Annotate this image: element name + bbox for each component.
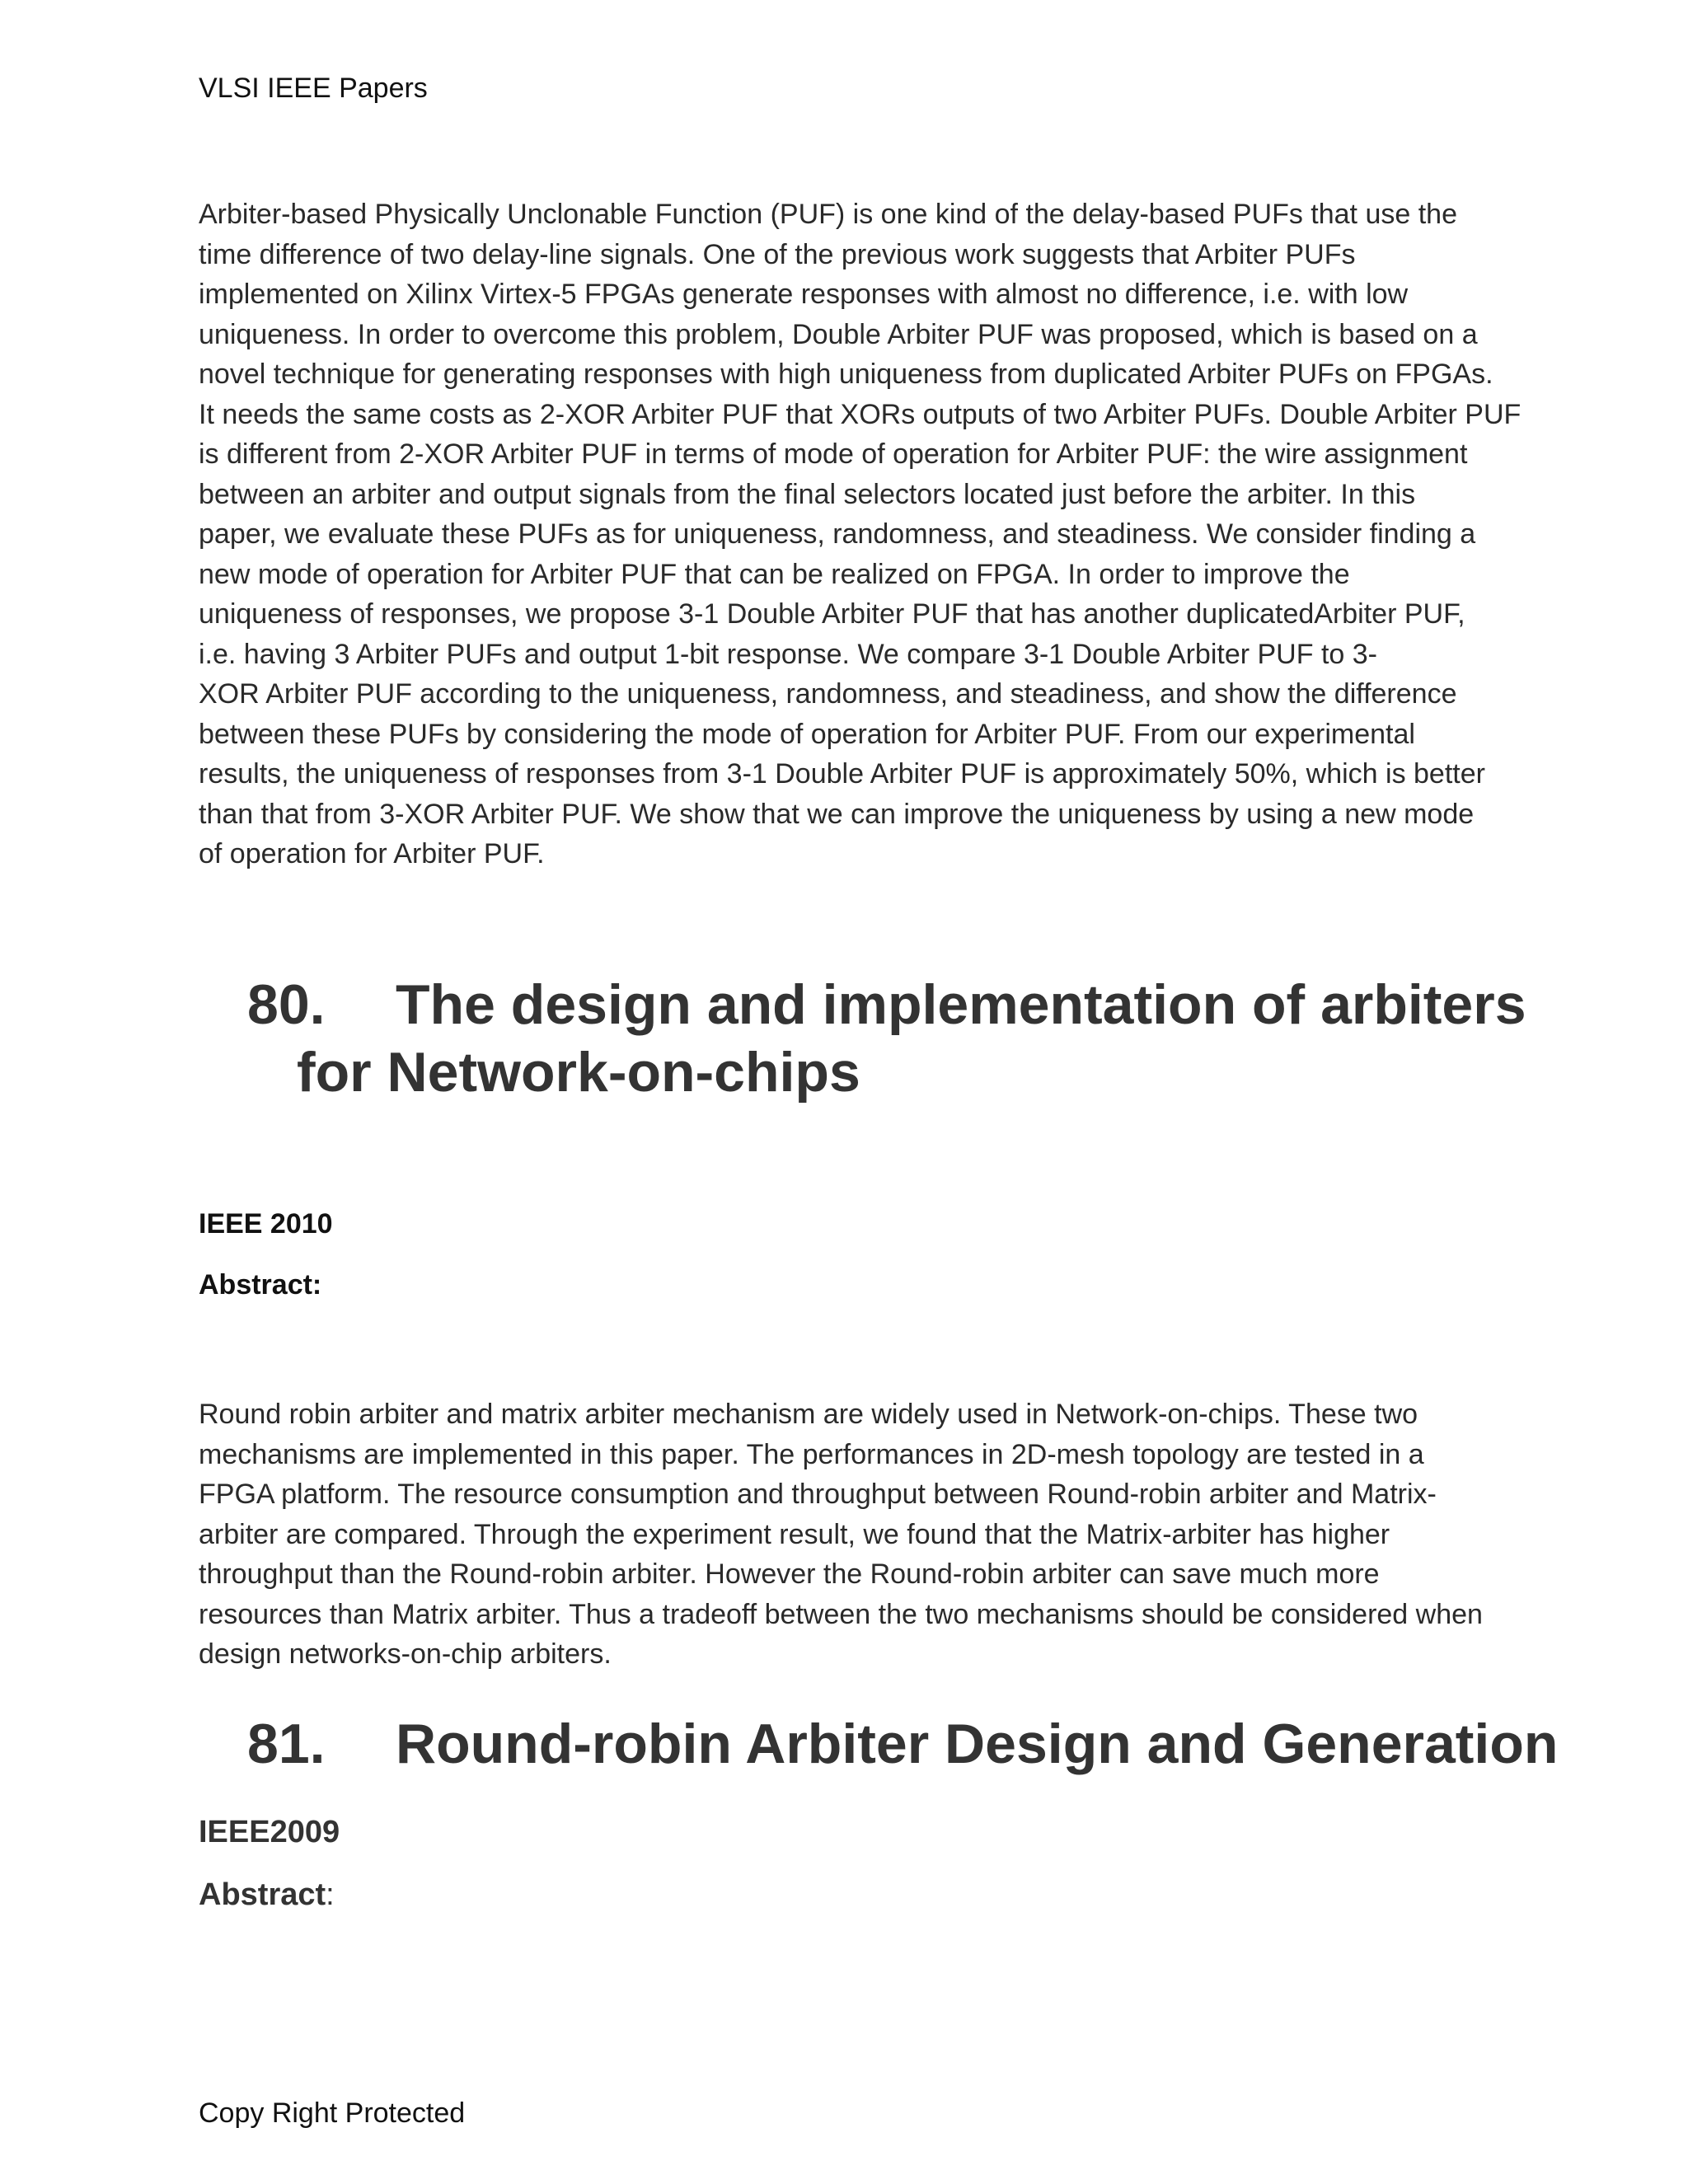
paper-80-year: IEEE 2010	[199, 1208, 333, 1240]
abstract-paragraph-79	[199, 194, 1522, 874]
running-header: VLSI IEEE Papers	[199, 73, 428, 104]
paper-81-abstract-label	[199, 1877, 335, 1913]
text-line: i.e. having 3 Arbiter PUFs and output 1-bit response. We compare 3-1 Double Arbiter PUF to 3-	[199, 638, 1377, 670]
paper-81-year: IEEE2009	[199, 1815, 340, 1849]
abstract-paragraph-80	[199, 1394, 1499, 1675]
text-line: It needs the same costs as 2-XOR Arbiter PUF that XORs outputs of two Arbiter PUFs. Double Arbiter PUF	[199, 398, 1522, 430]
text-line: than that from 3-XOR Arbiter PUF. We show that we can improve the uniqueness by using a new mode	[199, 798, 1475, 830]
title-text: Round-robin Arbiter Design and Generation	[396, 1713, 1559, 1775]
text-line: is different from 2-XOR Arbiter PUF in terms of mode of operation for Arbiter PUF: the wire assignment	[199, 438, 1468, 470]
paper-80-abstract-label: Abstract:	[199, 1269, 322, 1301]
text-line: XOR Arbiter PUF according to the uniqueness, randomness, and steadiness, and show the difference	[199, 678, 1457, 710]
paper-80-title	[247, 971, 1526, 1106]
paper-81-title	[247, 1710, 1558, 1778]
text-line: novel technique for generating responses with high uniqueness from duplicated Arbiter PUFs on FPGAs.	[199, 359, 1493, 390]
page-footer: Copy Right Protected	[199, 2097, 466, 2129]
text-line: FPGA platform. The resource consumption and throughput between Round-robin arbiter and Matrix-	[199, 1479, 1437, 1510]
text-line: implemented on Xilinx Virtex-5 FPGAs generate responses with almost no difference, i.e. with low	[199, 279, 1409, 310]
abstract-label-text: Abstract	[199, 1877, 326, 1912]
text-line: Round robin arbiter and matrix arbiter mechanism are widely used in Network-on-chips. These two	[199, 1399, 1418, 1430]
text-line: of operation for Arbiter PUF.	[199, 838, 545, 869]
text-line: uniqueness of responses, we propose 3-1 Double Arbiter PUF that has another duplicatedArbiter PUF,	[199, 598, 1465, 630]
text-line: time difference of two delay-line signals. One of the previous work suggests that Arbiter PUFs	[199, 238, 1356, 270]
text-line: between these PUFs by considering the mode of operation for Arbiter PUF. From our experimental	[199, 718, 1415, 750]
text-line: uniqueness. In order to overcome this problem, Double Arbiter PUF was proposed, which is based on a	[199, 318, 1478, 350]
text-line: between an arbiter and output signals from the final selectors located just before the arbiter. In this	[199, 478, 1416, 510]
title-line-2: for Network-on-chips	[297, 1041, 860, 1104]
abstract-label-colon: :	[326, 1877, 335, 1912]
section-number: 81.	[247, 1713, 326, 1775]
text-line: arbiter are compared. Through the experiment result, we found that the Matrix-arbiter has higher	[199, 1518, 1390, 1550]
text-line: resources than Matrix arbiter. Thus a tradeoff between the two mechanisms should be considered when	[199, 1598, 1483, 1630]
text-line: paper, we evaluate these PUFs as for uniqueness, randomness, and steadiness. We consider finding a	[199, 518, 1476, 550]
text-line: results, the uniqueness of responses from 3-1 Double Arbiter PUF is approximately 50%, which is better	[199, 758, 1485, 790]
text-line: new mode of operation for Arbiter PUF that can be realized on FPGA. In order to improve the	[199, 558, 1350, 590]
text-line: throughput than the Round-robin arbiter. However the Round-robin arbiter can save much more	[199, 1558, 1380, 1590]
text-line: design networks-on-chip arbiters.	[199, 1638, 612, 1670]
title-line-1: The design and implementation of arbiters	[396, 973, 1526, 1036]
text-line: Arbiter-based Physically Unclonable Function (PUF) is one kind of the delay-based PUFs that use the	[199, 199, 1457, 230]
text-line: mechanisms are implemented in this paper. The performances in 2D-mesh topology are tested in a	[199, 1438, 1424, 1470]
section-number: 80.	[247, 973, 326, 1036]
